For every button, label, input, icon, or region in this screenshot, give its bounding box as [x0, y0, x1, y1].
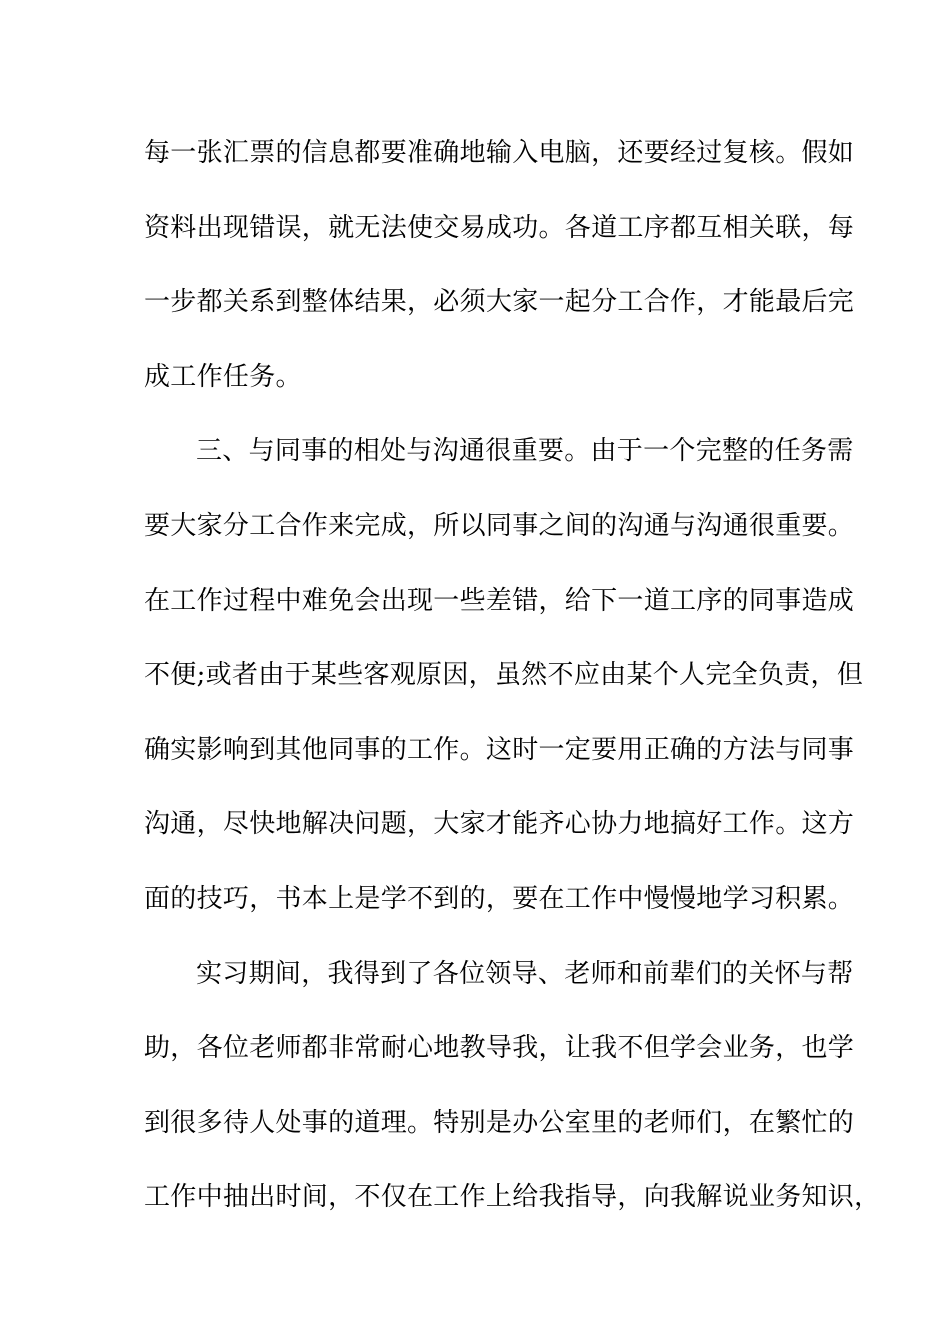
text-line: 要大家分工合作来完成，所以同事之间的沟通与沟通很重要。 — [144, 510, 855, 541]
text-line: 到很多待人处事的道理。特别是办公室里的老师们，在繁忙的 — [144, 1107, 855, 1138]
text-line: 工作中抽出时间，不仅在工作上给我指导，向我解说业务知识， — [144, 1182, 881, 1213]
paragraph-start-line: 三、与同事的相处与沟通很重要。由于一个完整的任务需 — [196, 436, 854, 467]
text-line: 在工作过程中难免会出现一些差错，给下一道工序的同事造成 — [144, 585, 855, 616]
text-line: 资料出现错误，就无法使交易成功。各道工序都互相关联，每 — [144, 212, 855, 243]
text-line: 面的技巧，书本上是学不到的，要在工作中慢慢地学习积累。 — [144, 883, 855, 914]
text-line: 每一张汇票的信息都要准确地输入电脑，还要经过复核。假如 — [144, 138, 855, 168]
paragraph-start-line: 实习期间，我得到了各位领导、老师和前辈们的关怀与帮 — [196, 958, 854, 989]
text-line: 确实影响到其他同事的工作。这时一定要用正确的方法与同事 — [144, 734, 855, 765]
text-line: 一步都关系到整体结果，必须大家一起分工合作，才能最后完 — [144, 287, 855, 318]
text-line: 助，各位老师都非常耐心地教导我，让我不但学会业务，也学 — [144, 1033, 855, 1064]
body-text — [144, 128, 881, 1247]
text-line: 沟通，尽快地解决问题，大家才能齐心协力地搞好工作。这方 — [144, 809, 855, 840]
text-line: 成工作任务。 — [144, 361, 302, 392]
text-line: 不便;或者由于某些客观原因，虽然不应由某个人完全负责，但 — [144, 660, 864, 691]
